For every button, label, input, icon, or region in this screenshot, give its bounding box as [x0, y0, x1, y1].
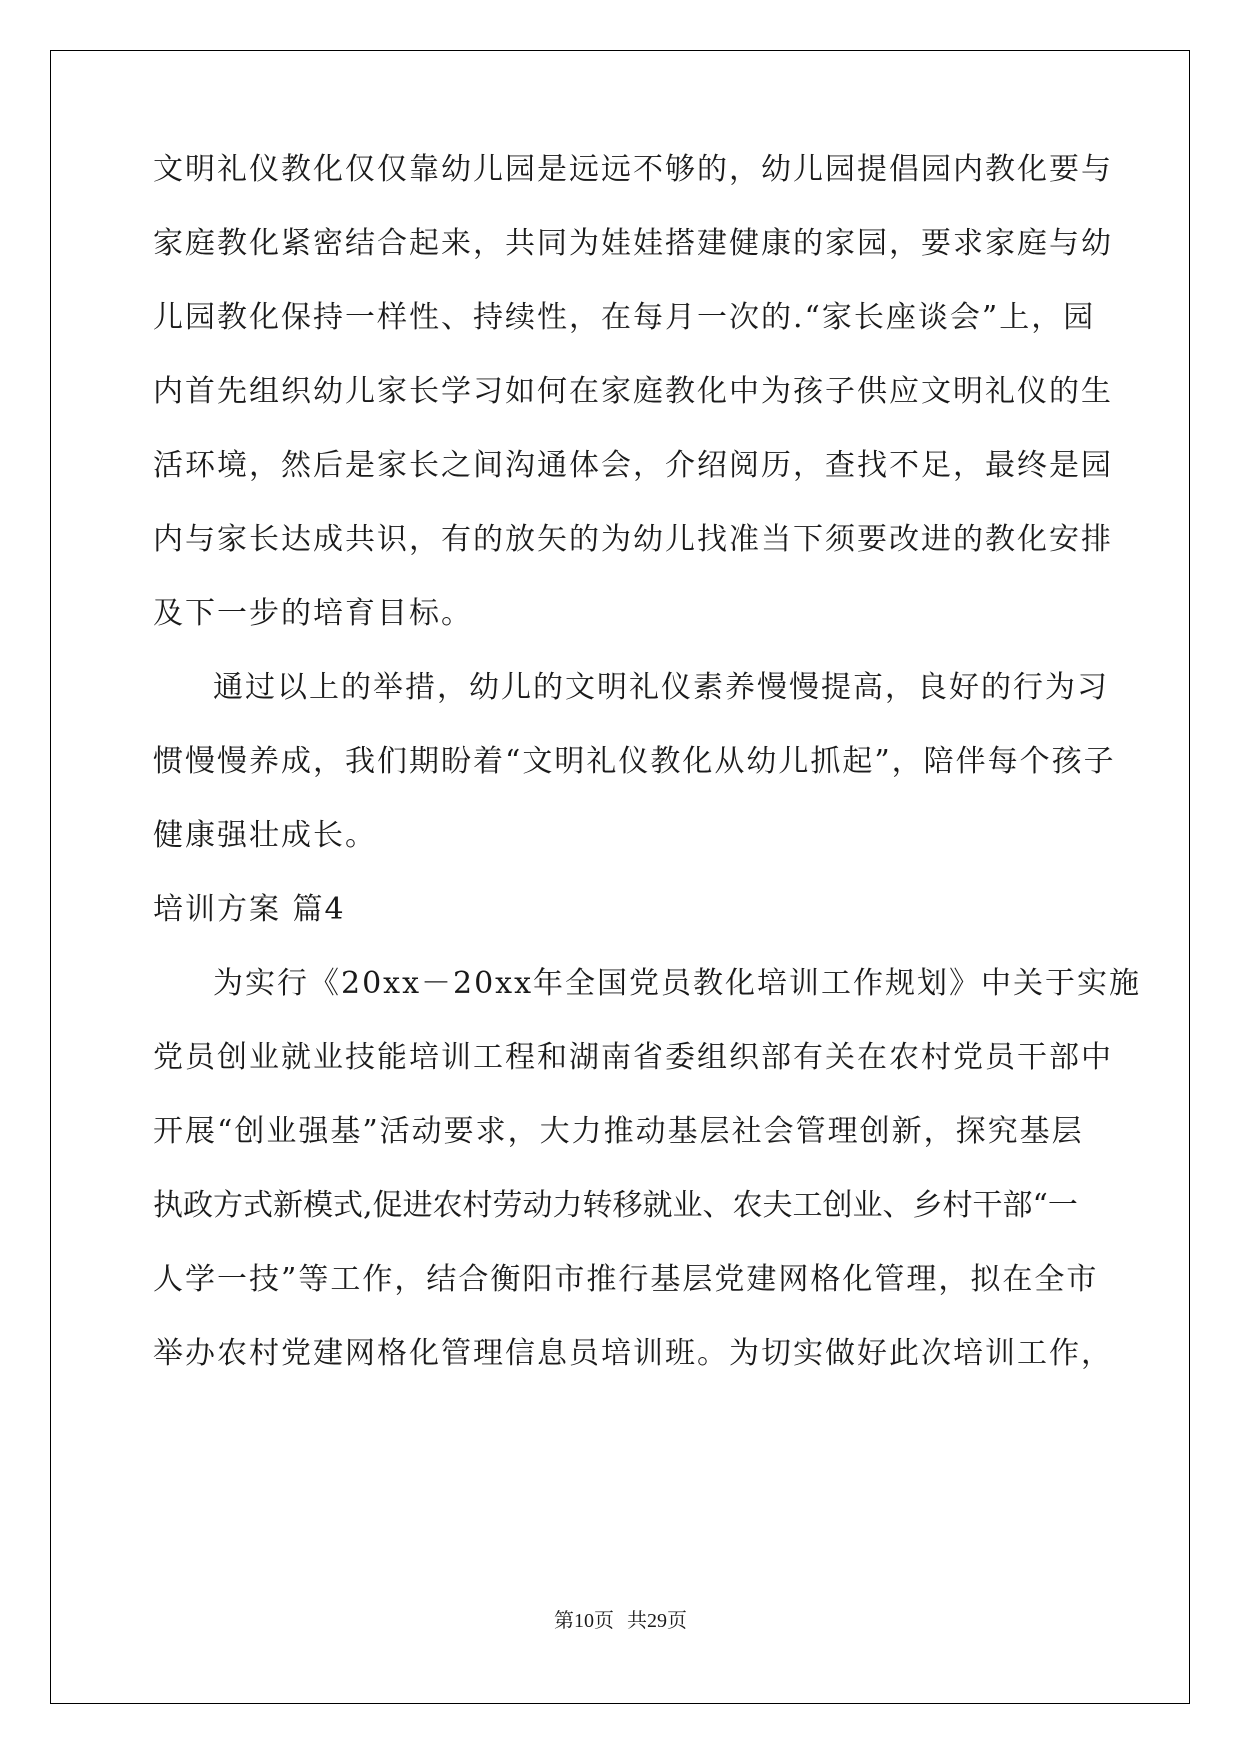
paragraph-line: 举办农村党建网格化管理信息员培训班。为切实做好此次培训工作，	[153, 1336, 1113, 1371]
paragraph-line: 党员创业就业技能培训工程和湖南省委组织部有关在农村党员干部中	[153, 1040, 1113, 1075]
paragraph-line: 文明礼仪教化仅仅靠幼儿园是远远不够的，幼儿园提倡园内教化要与	[153, 152, 1113, 187]
paragraph-line: 内与家长达成共识，有的放矢的为幼儿找准当下须要改进的教化安排	[153, 522, 1113, 557]
paragraph-line: 儿园教化保持一样性、持续性，在每月一次的.“家长座谈会”上，园	[153, 300, 1096, 335]
page-number: 第10页	[554, 1610, 614, 1632]
paragraph-line: 开展“创业强基”活动要求，大力推动基层社会管理创新，探究基层	[153, 1114, 1084, 1149]
paragraph-line: 及下一步的培育目标。	[153, 596, 473, 631]
paragraph-line: 通过以上的举措，幼儿的文明礼仪素养慢慢提高，良好的行为习	[213, 670, 1109, 705]
paragraph-line: 健康强壮成长。	[153, 818, 377, 853]
paragraph-line: 执政方式新模式,促进农村劳动力转移就业、农夫工创业、乡村干部“一	[153, 1188, 1078, 1223]
paragraph-line: 惯慢慢养成，我们期盼着“文明礼仪教化从幼儿抓起”，陪伴每个孩子	[153, 744, 1116, 779]
paragraph-line: 活环境，然后是家长之间沟通体会，介绍阅历，查找不足，最终是园	[153, 448, 1113, 483]
page-total: 共29页	[627, 1610, 687, 1632]
paragraph-line: 为实行《20xx－20xx年全国党员教化培训工作规划》中关于实施	[213, 966, 1142, 1001]
section-heading: 培训方案 篇4	[153, 892, 346, 927]
paragraph-line: 家庭教化紧密结合起来，共同为娃娃搭建健康的家园，要求家庭与幼	[153, 226, 1113, 261]
paragraph-line: 内首先组织幼儿家长学习如何在家庭教化中为孩子供应文明礼仪的生	[153, 374, 1113, 409]
page-footer	[0, 1609, 1241, 1633]
paragraph-line: 人学一技”等工作，结合衡阳市推行基层党建网格化管理，拟在全市	[153, 1262, 1099, 1297]
